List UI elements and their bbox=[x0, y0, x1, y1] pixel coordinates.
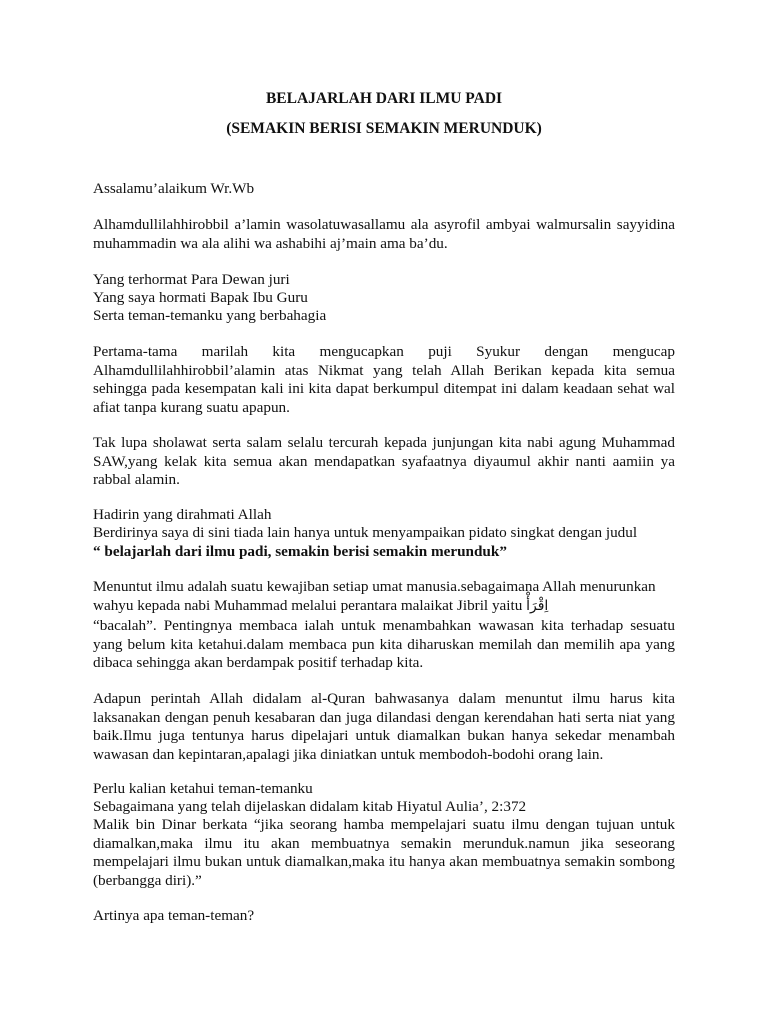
salam-line: Assalamu’alaikum Wr.Wb bbox=[93, 180, 255, 197]
artinya-line: Artinya apa teman-teman? bbox=[93, 907, 255, 924]
document-subtitle: (SEMAKIN BERISI SEMAKIN MERUNDUK) bbox=[226, 120, 542, 137]
arabic-iqra-text: اِقْرَأْ bbox=[526, 597, 549, 614]
speech-title-quote: “ belajarlah dari ilmu padi, semakin berisi semakin merunduk” bbox=[93, 543, 507, 560]
berdirinya-line: Berdirinya saya di sini tiada lain hanya untuk menyampaikan pidato singkat dengan judul bbox=[93, 524, 638, 541]
menuntut-line-1: Menuntut ilmu adalah suatu kewajiban setiap umat manusia.sebagaimana Allah menurunkan bbox=[93, 578, 656, 595]
opening-paragraph: Alhamdullilahhirobbil a’lamin wasolatuwasallamu ala asyrofil ambyai walmursalin sayyidina muhammadin wa ala alihi wa ashabihi aj’main ama ba’du. bbox=[93, 216, 675, 252]
greeting-teman: Serta teman-temanku yang berbahagia bbox=[93, 307, 327, 324]
adapun-paragraph: Adapun perintah Allah didalam al-Quran bahwasanya dalam menuntut ilmu harus kita laksanakan dengan penuh kesabaran dan juga dilandasi dengan kerendahan hati serta niat yang baik.Ilmu juga tentunya harus dipelajari untuk diamalkan bukan hanya sekedar menambah wawasan dan kepintaran,apalagi jika diniatkan untuk membodoh-bodohi orang lain. bbox=[93, 690, 675, 763]
perlu-line: Perlu kalian ketahui teman-temanku bbox=[93, 780, 313, 797]
kitab-reference-line: Sebagaimana yang telah dijelaskan didalam kitab Hiyatul Aulia’, 2:372 bbox=[93, 798, 527, 815]
malik-paragraph: Malik bin Dinar berkata “jika seorang hamba mempelajari suatu ilmu dengan tujuan untuk diamalkan,maka ilmu itu akan membuatnya semakin merunduk.namun jika seseorang mempelajari ilmu bukan untuk diamalkan,maka itu hanya akan membuatnya semakin sombong (berbangga diri).” bbox=[93, 816, 675, 889]
syukur-paragraph: Pertama-tama marilah kita mengucapkan puji Syukur dengan mengucap Alhamdullilahhirobbil’alamin atas Nikmat yang telah Allah Berikan kepada kita semua sehingga pada kesempatan kali ini kita dapat berkumpul ditempat ini dalam keadaan sehat wal afiat tanpa kurang suatu apapun. bbox=[93, 343, 675, 416]
menuntut-line-2-text: wahyu kepada nabi Muhammad melalui perantara malaikat Jibril yaitu bbox=[93, 596, 523, 614]
greeting-juri: Yang terhormat Para Dewan juri bbox=[93, 271, 290, 288]
menuntut-line-2 bbox=[93, 597, 675, 616]
hadirin-line: Hadirin yang dirahmati Allah bbox=[93, 506, 272, 523]
sholawat-paragraph: Tak lupa sholawat serta salam selalu tercurah kepada junjungan kita nabi agung Muhammad SAW,yang kelak kita semua akan mendapatkan syafaatnya diyaumul akhir nanti aamiin ya rabbal alamin. bbox=[93, 434, 675, 489]
greeting-guru: Yang saya hormati Bapak Ibu Guru bbox=[93, 289, 308, 306]
membaca-paragraph: “bacalah”. Pentingnya membaca ialah untuk menambahkan wawasan kita terhadap sesuatu yang belum kita ketahui.dalam membaca pun kita diharuskan memilah dan memilih apa yang dibaca sehingga akan berdampak positif terhadap kita. bbox=[93, 617, 675, 672]
menuntut-paragraph bbox=[93, 578, 675, 615]
document-title: BELAJARLAH DARI ILMU PADI bbox=[265, 90, 503, 107]
